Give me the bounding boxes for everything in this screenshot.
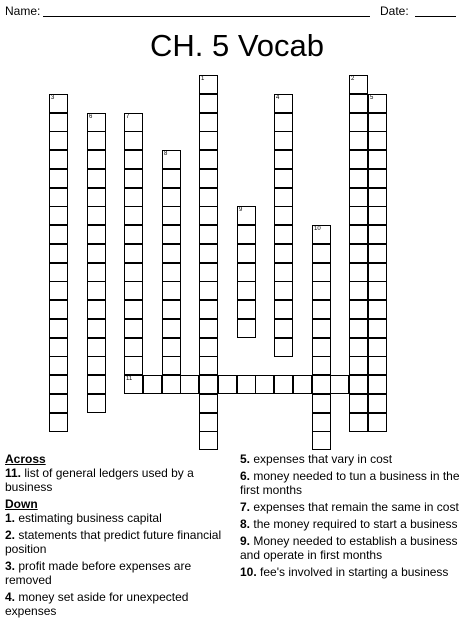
- crossword-cell[interactable]: [274, 188, 293, 207]
- crossword-cell[interactable]: [49, 225, 68, 244]
- crossword-cell[interactable]: [274, 94, 293, 113]
- crossword-cell[interactable]: [87, 375, 106, 394]
- crossword-cell[interactable]: [49, 413, 68, 432]
- crossword-cell[interactable]: [368, 319, 387, 338]
- clue-text: list of general ledgers used by a business: [5, 466, 194, 494]
- crossword-cell[interactable]: [199, 75, 218, 94]
- crossword-cell[interactable]: [87, 300, 106, 319]
- crossword-cell[interactable]: [237, 281, 256, 300]
- crossword-cell[interactable]: [49, 263, 68, 282]
- crossword-cell[interactable]: [49, 319, 68, 338]
- crossword-cell[interactable]: [312, 338, 331, 357]
- crossword-cell[interactable]: [368, 244, 387, 263]
- name-label: Name:: [5, 4, 41, 18]
- crossword-cell[interactable]: [199, 338, 218, 357]
- cell-number: 5: [370, 95, 374, 101]
- crossword-cell[interactable]: [162, 244, 181, 263]
- crossword-cell[interactable]: [124, 375, 143, 394]
- crossword-cell[interactable]: [124, 206, 143, 225]
- crossword-cell[interactable]: [349, 338, 368, 357]
- crossword-cell[interactable]: [199, 94, 218, 113]
- crossword-cell[interactable]: [162, 300, 181, 319]
- crossword-cell[interactable]: [349, 356, 368, 375]
- clue-number: 11.: [5, 466, 22, 480]
- crossword-cell[interactable]: [368, 413, 387, 432]
- clue-down-7: [240, 500, 470, 514]
- crossword-cell[interactable]: [199, 225, 218, 244]
- crossword-cell[interactable]: [368, 263, 387, 282]
- crossword-cell[interactable]: [274, 281, 293, 300]
- crossword-cell[interactable]: [312, 394, 331, 413]
- crossword-cell[interactable]: [162, 263, 181, 282]
- crossword-cell[interactable]: [312, 225, 331, 244]
- crossword-cell[interactable]: [124, 356, 143, 375]
- crossword-cell[interactable]: [218, 375, 237, 394]
- cell-number: 7: [126, 114, 130, 120]
- crossword-cell[interactable]: [349, 75, 368, 94]
- crossword-cell[interactable]: [49, 244, 68, 263]
- cell-number: 11: [126, 376, 133, 382]
- crossword-cell[interactable]: [368, 94, 387, 113]
- crossword-cell[interactable]: [87, 394, 106, 413]
- crossword-cell[interactable]: [49, 94, 68, 113]
- clue-text: statements that predict future financial position: [5, 528, 222, 556]
- crossword-cell[interactable]: [274, 338, 293, 357]
- clue-down-10: [240, 565, 470, 579]
- crossword-cell[interactable]: [162, 375, 181, 394]
- crossword-cell[interactable]: [199, 244, 218, 263]
- crossword-cell[interactable]: [237, 244, 256, 263]
- crossword-cell[interactable]: [162, 169, 181, 188]
- clue-text: expenses that vary in cost: [253, 452, 393, 466]
- clue-text: money needed to tun a business in the first months: [240, 469, 460, 497]
- crossword-cell[interactable]: [49, 338, 68, 357]
- crossword-cell[interactable]: [124, 131, 143, 150]
- clue-text: estimating business capital: [18, 511, 162, 525]
- crossword-cell[interactable]: [162, 188, 181, 207]
- clue-number: 10.: [240, 565, 257, 579]
- crossword-cell[interactable]: [49, 206, 68, 225]
- crossword-cell[interactable]: [162, 319, 181, 338]
- crossword-cell[interactable]: [124, 244, 143, 263]
- crossword-cell[interactable]: [162, 281, 181, 300]
- cell-number: 8: [164, 151, 168, 157]
- clue-number: 7.: [240, 500, 251, 514]
- crossword-cell[interactable]: [349, 300, 368, 319]
- crossword-cell[interactable]: [368, 375, 387, 394]
- crossword-cell[interactable]: [237, 263, 256, 282]
- crossword-cell[interactable]: [199, 188, 218, 207]
- crossword-cell[interactable]: [349, 188, 368, 207]
- page-title: CH. 5 Vocab: [149, 28, 325, 63]
- crossword-cell[interactable]: [368, 394, 387, 413]
- crossword-cell[interactable]: [349, 375, 368, 394]
- crossword-cell[interactable]: [162, 338, 181, 357]
- crossword-cell[interactable]: [49, 394, 68, 413]
- crossword-cell[interactable]: [312, 263, 331, 282]
- crossword-cell[interactable]: [124, 225, 143, 244]
- crossword-cell[interactable]: [274, 244, 293, 263]
- crossword-cell[interactable]: [199, 356, 218, 375]
- crossword-cell[interactable]: [162, 225, 181, 244]
- crossword-cell[interactable]: [87, 150, 106, 169]
- crossword-cell[interactable]: [124, 263, 143, 282]
- clues-column-left: [5, 452, 231, 621]
- crossword-cell[interactable]: [274, 131, 293, 150]
- crossword-cell[interactable]: [162, 356, 181, 375]
- clue-text: the money required to start a business: [253, 517, 458, 531]
- cell-number: 3: [51, 95, 55, 101]
- clue-number: 9.: [240, 534, 251, 548]
- crossword-cell[interactable]: [312, 375, 331, 394]
- crossword-cell[interactable]: [124, 300, 143, 319]
- crossword-cell[interactable]: [274, 263, 293, 282]
- crossword-cell[interactable]: [199, 263, 218, 282]
- crossword-cell[interactable]: [274, 300, 293, 319]
- crossword-cell[interactable]: [368, 113, 387, 132]
- crossword-cell[interactable]: [199, 300, 218, 319]
- crossword-cell[interactable]: [349, 263, 368, 282]
- crossword-cell[interactable]: [87, 188, 106, 207]
- cell-number: 9: [239, 207, 243, 213]
- crossword-cell[interactable]: [312, 319, 331, 338]
- crossword-cell[interactable]: [312, 300, 331, 319]
- crossword-cell[interactable]: [199, 206, 218, 225]
- crossword-cell[interactable]: [274, 150, 293, 169]
- crossword-cell[interactable]: [49, 300, 68, 319]
- crossword-cell[interactable]: [312, 356, 331, 375]
- crossword-cell[interactable]: [274, 206, 293, 225]
- clue-text: Money needed to establish a business and operate in first months: [240, 534, 458, 562]
- crossword-cell[interactable]: [199, 150, 218, 169]
- crossword-cell[interactable]: [49, 150, 68, 169]
- crossword-cell[interactable]: [368, 169, 387, 188]
- crossword-cell[interactable]: [124, 338, 143, 357]
- crossword-cell[interactable]: [124, 113, 143, 132]
- crossword-cell[interactable]: [368, 150, 387, 169]
- crossword-cell[interactable]: [349, 244, 368, 263]
- clue-down-2: [5, 528, 231, 556]
- crossword-cell[interactable]: [368, 225, 387, 244]
- crossword-cell[interactable]: [274, 113, 293, 132]
- cell-number: 4: [276, 95, 280, 101]
- cell-number: 6: [89, 114, 93, 120]
- crossword-cell[interactable]: [87, 319, 106, 338]
- clue-text: fee's involved in starting a business: [260, 565, 449, 579]
- clue-down-5: [240, 452, 470, 466]
- crossword-cell[interactable]: [199, 131, 218, 150]
- clue-text: profit made before expenses are removed: [5, 559, 192, 587]
- crossword-cell[interactable]: [293, 375, 312, 394]
- crossword-cell[interactable]: [237, 319, 256, 338]
- crossword-cell[interactable]: [255, 375, 274, 394]
- crossword-cell[interactable]: [312, 244, 331, 263]
- clues-column-right: [240, 452, 470, 582]
- crossword-cell[interactable]: [349, 169, 368, 188]
- crossword-cell[interactable]: [368, 206, 387, 225]
- crossword-cell[interactable]: [87, 244, 106, 263]
- cell-number: 1: [201, 76, 205, 82]
- crossword-cell[interactable]: [274, 319, 293, 338]
- clue-number: 2.: [5, 528, 16, 542]
- crossword-cell[interactable]: [349, 281, 368, 300]
- crossword-cell[interactable]: [274, 169, 293, 188]
- crossword-cell[interactable]: [199, 113, 218, 132]
- clue-down-6: [240, 469, 470, 497]
- crossword-cell[interactable]: [124, 281, 143, 300]
- date-label: Date:: [380, 4, 409, 18]
- crossword-cell[interactable]: [199, 319, 218, 338]
- crossword-cell[interactable]: [87, 169, 106, 188]
- across-heading: Across: [5, 452, 46, 466]
- crossword-cell[interactable]: [143, 375, 162, 394]
- crossword-cell[interactable]: [49, 375, 68, 394]
- crossword-cell[interactable]: [368, 188, 387, 207]
- crossword-cell[interactable]: [349, 150, 368, 169]
- clue-text: money set aside for unexpected expenses: [5, 590, 189, 618]
- crossword-cell[interactable]: [124, 150, 143, 169]
- clue-number: 6.: [240, 469, 251, 483]
- clue-number: 8.: [240, 517, 251, 531]
- crossword-cell[interactable]: [87, 131, 106, 150]
- crossword-cell[interactable]: [349, 94, 368, 113]
- crossword-cell[interactable]: [237, 300, 256, 319]
- crossword-cell[interactable]: [49, 188, 68, 207]
- crossword-cell[interactable]: [368, 338, 387, 357]
- crossword-cell[interactable]: [87, 113, 106, 132]
- clue-number: 5.: [240, 452, 251, 466]
- crossword-cell[interactable]: [87, 263, 106, 282]
- crossword-cell[interactable]: [237, 206, 256, 225]
- crossword-cell[interactable]: [312, 413, 331, 432]
- crossword-cell[interactable]: [87, 206, 106, 225]
- crossword-cell[interactable]: [349, 319, 368, 338]
- crossword-cell[interactable]: [199, 375, 218, 394]
- cell-number: 10: [314, 226, 321, 232]
- crossword-cell[interactable]: [49, 356, 68, 375]
- crossword-cell[interactable]: [237, 225, 256, 244]
- crossword-cell[interactable]: [330, 375, 349, 394]
- cell-number: 2: [351, 76, 355, 82]
- crossword-cell[interactable]: [368, 300, 387, 319]
- crossword-cell[interactable]: [199, 431, 218, 450]
- clue-down-9: [240, 534, 470, 562]
- crossword-cell[interactable]: [162, 206, 181, 225]
- crossword-cell[interactable]: [199, 413, 218, 432]
- down-heading: Down: [5, 497, 38, 511]
- crossword-cell[interactable]: [237, 375, 256, 394]
- crossword-cell[interactable]: [349, 394, 368, 413]
- crossword-cell[interactable]: [312, 281, 331, 300]
- clue-number: 4.: [5, 590, 16, 604]
- clue-number: 1.: [5, 511, 16, 525]
- crossword-cell[interactable]: [162, 150, 181, 169]
- crossword-cell[interactable]: [87, 356, 106, 375]
- crossword-cell[interactable]: [180, 375, 199, 394]
- crossword-cell[interactable]: [124, 319, 143, 338]
- crossword-cell[interactable]: [199, 394, 218, 413]
- crossword-cell[interactable]: [49, 113, 68, 132]
- crossword-cell[interactable]: [349, 206, 368, 225]
- clue-number: 3.: [5, 559, 16, 573]
- crossword-cell[interactable]: [49, 281, 68, 300]
- crossword-cell[interactable]: [199, 281, 218, 300]
- clue-across-11: [5, 466, 231, 494]
- crossword-cell[interactable]: [199, 169, 218, 188]
- crossword-cell[interactable]: [349, 225, 368, 244]
- crossword-cell[interactable]: [124, 169, 143, 188]
- crossword-cell[interactable]: [274, 225, 293, 244]
- crossword-cell[interactable]: [87, 338, 106, 357]
- crossword-cell[interactable]: [124, 188, 143, 207]
- clue-down-4: [5, 590, 231, 618]
- crossword-cell[interactable]: [49, 131, 68, 150]
- crossword-cell[interactable]: [312, 431, 331, 450]
- clue-text: expenses that remain the same in cost: [253, 500, 459, 514]
- crossword-cell[interactable]: [349, 131, 368, 150]
- crossword-cell[interactable]: [349, 113, 368, 132]
- crossword-cell[interactable]: [368, 356, 387, 375]
- crossword-cell[interactable]: [349, 413, 368, 432]
- crossword-cell[interactable]: [274, 375, 293, 394]
- crossword-cell[interactable]: [87, 225, 106, 244]
- clue-down-1: [5, 511, 231, 525]
- crossword-cell[interactable]: [49, 169, 68, 188]
- crossword-cell[interactable]: [368, 131, 387, 150]
- crossword-cell[interactable]: [368, 281, 387, 300]
- clue-down-3: [5, 559, 231, 587]
- clue-down-8: [240, 517, 470, 531]
- crossword-cell[interactable]: [87, 281, 106, 300]
